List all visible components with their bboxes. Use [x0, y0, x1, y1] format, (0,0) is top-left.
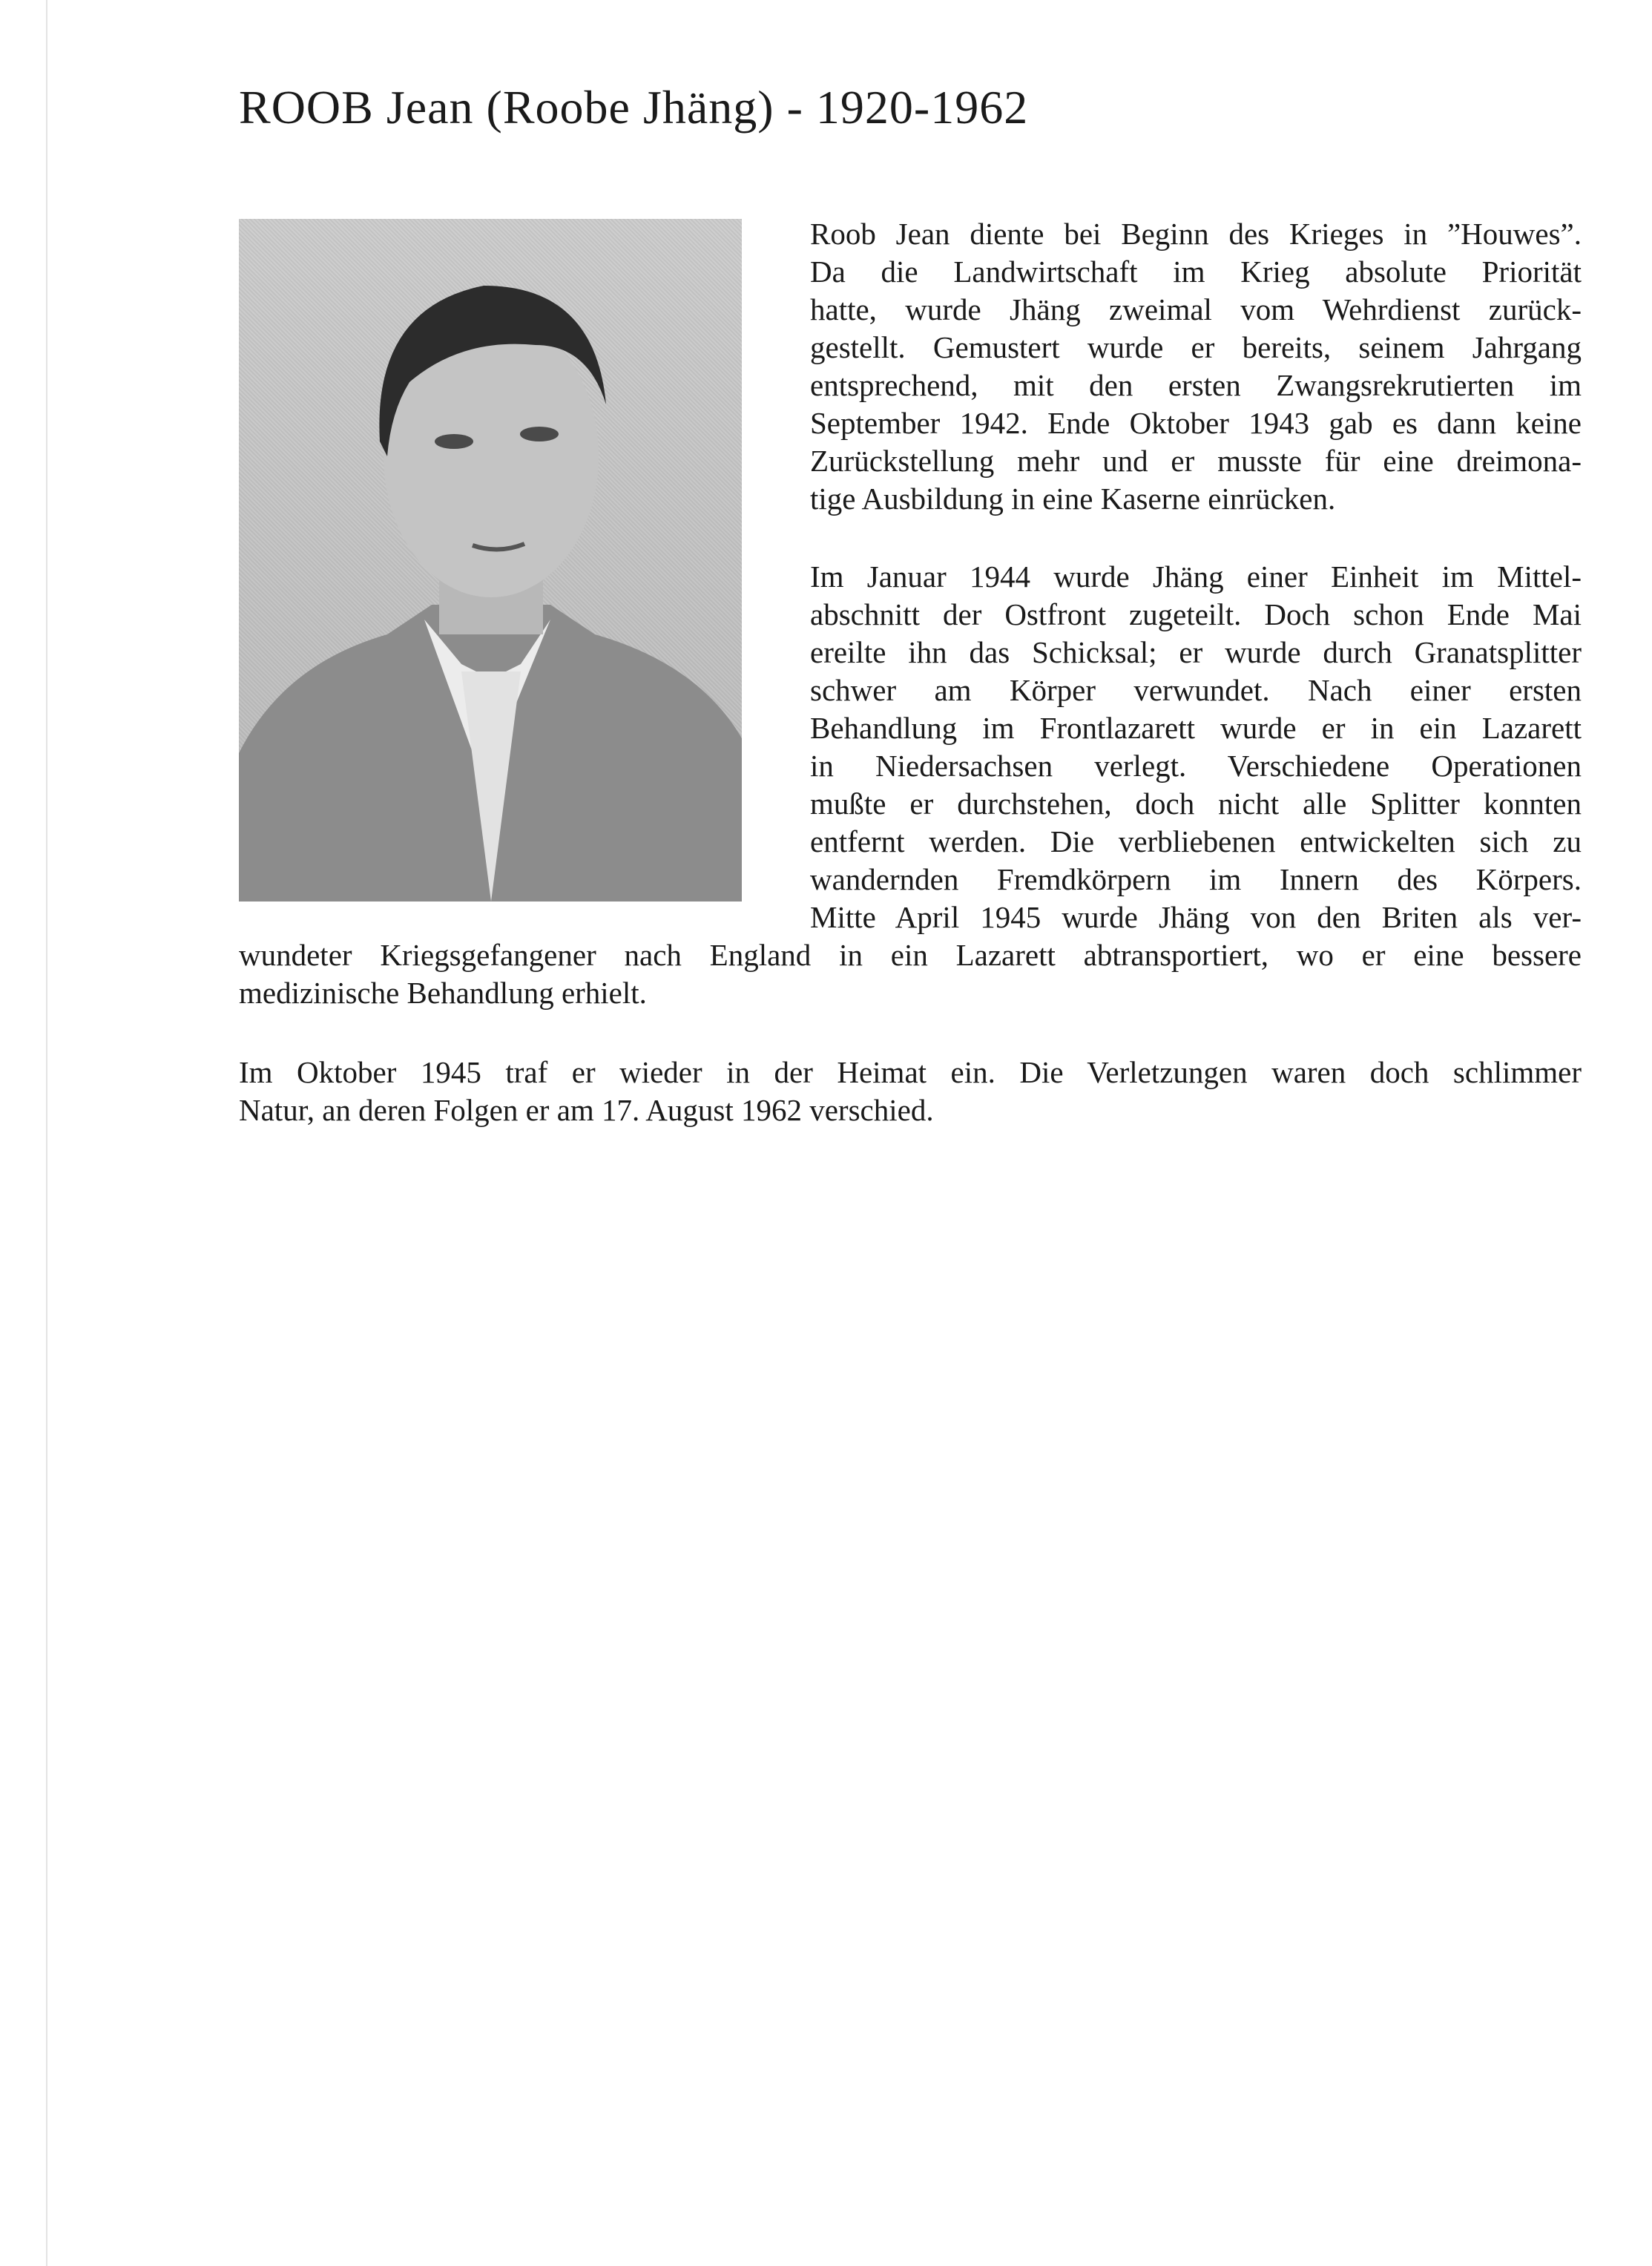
paragraph-2-line: medizinische Behandlung erhielt.	[239, 976, 647, 1010]
paragraph-2-line: Im Januar 1944 wurde Jhäng einer Einheit im Mittel-	[810, 559, 1582, 594]
paragraph-2-line: abschnitt der Ostfront zugeteilt. Doch schon Ende Mai	[810, 597, 1582, 631]
paragraph-2-line: entfernt werden. Die verbliebenen entwickelten sich zu	[810, 824, 1582, 858]
paragraph-2-line: Behandlung im Frontlazarett wurde er in ein Lazarett	[810, 711, 1582, 745]
paragraph-2-line: Mitte April 1945 wurde Jhäng von den Briten als ver-	[810, 900, 1582, 934]
paragraph-3-line: Im Oktober 1945 traf er wieder in der Heimat ein. Die Verletzungen waren doch schlimmer	[239, 1055, 1582, 1089]
portrait-silhouette-icon	[239, 219, 742, 902]
paragraph-2-line: wandernden Fremdkörpern im Innern des Körpers.	[810, 862, 1582, 896]
paragraph-1-line: Roob Jean diente bei Beginn des Krieges in ”Houwes”.	[810, 217, 1582, 251]
paragraph-2-line: wundeter Kriegsgefangener nach England in ein Lazarett abtransportiert, wo er eine bessere	[239, 938, 1582, 972]
page-edge	[46, 0, 47, 2266]
paragraph-2-line: mußte er durchstehen, doch nicht alle Splitter konnten	[810, 786, 1582, 821]
paragraph-2-line: in Niedersachsen verlegt. Verschiedene Operationen	[810, 749, 1582, 783]
paragraph-2-line: ereilte ihn das Schicksal; er wurde durch Granatsplitter	[810, 635, 1582, 669]
paragraph-1-line: tige Ausbildung in eine Kaserne einrücken.	[810, 482, 1336, 516]
paragraph-1-line: entsprechend, mit den ersten Zwangsrekrutierten im	[810, 368, 1582, 402]
page-title: ROOB Jean (Roobe Jhäng) - 1920-1962	[239, 81, 1029, 134]
portrait-photo	[239, 219, 742, 902]
paragraph-2-line: schwer am Körper verwundet. Nach einer ersten	[810, 673, 1582, 707]
paragraph-1-line: September 1942. Ende Oktober 1943 gab es dann keine	[810, 406, 1582, 440]
paragraph-3-line: Natur, an deren Folgen er am 17. August 1962 verschied.	[239, 1093, 934, 1127]
paragraph-1-line: Zurückstellung mehr und er musste für eine dreimona-	[810, 444, 1582, 478]
paragraph-1-line: gestellt. Gemustert wurde er bereits, seinem Jahrgang	[810, 330, 1582, 364]
paragraph-1-line: hatte, wurde Jhäng zweimal vom Wehrdienst zurück-	[810, 292, 1582, 326]
paragraph-1-line: Da die Landwirtschaft im Krieg absolute Priorität	[810, 254, 1582, 289]
